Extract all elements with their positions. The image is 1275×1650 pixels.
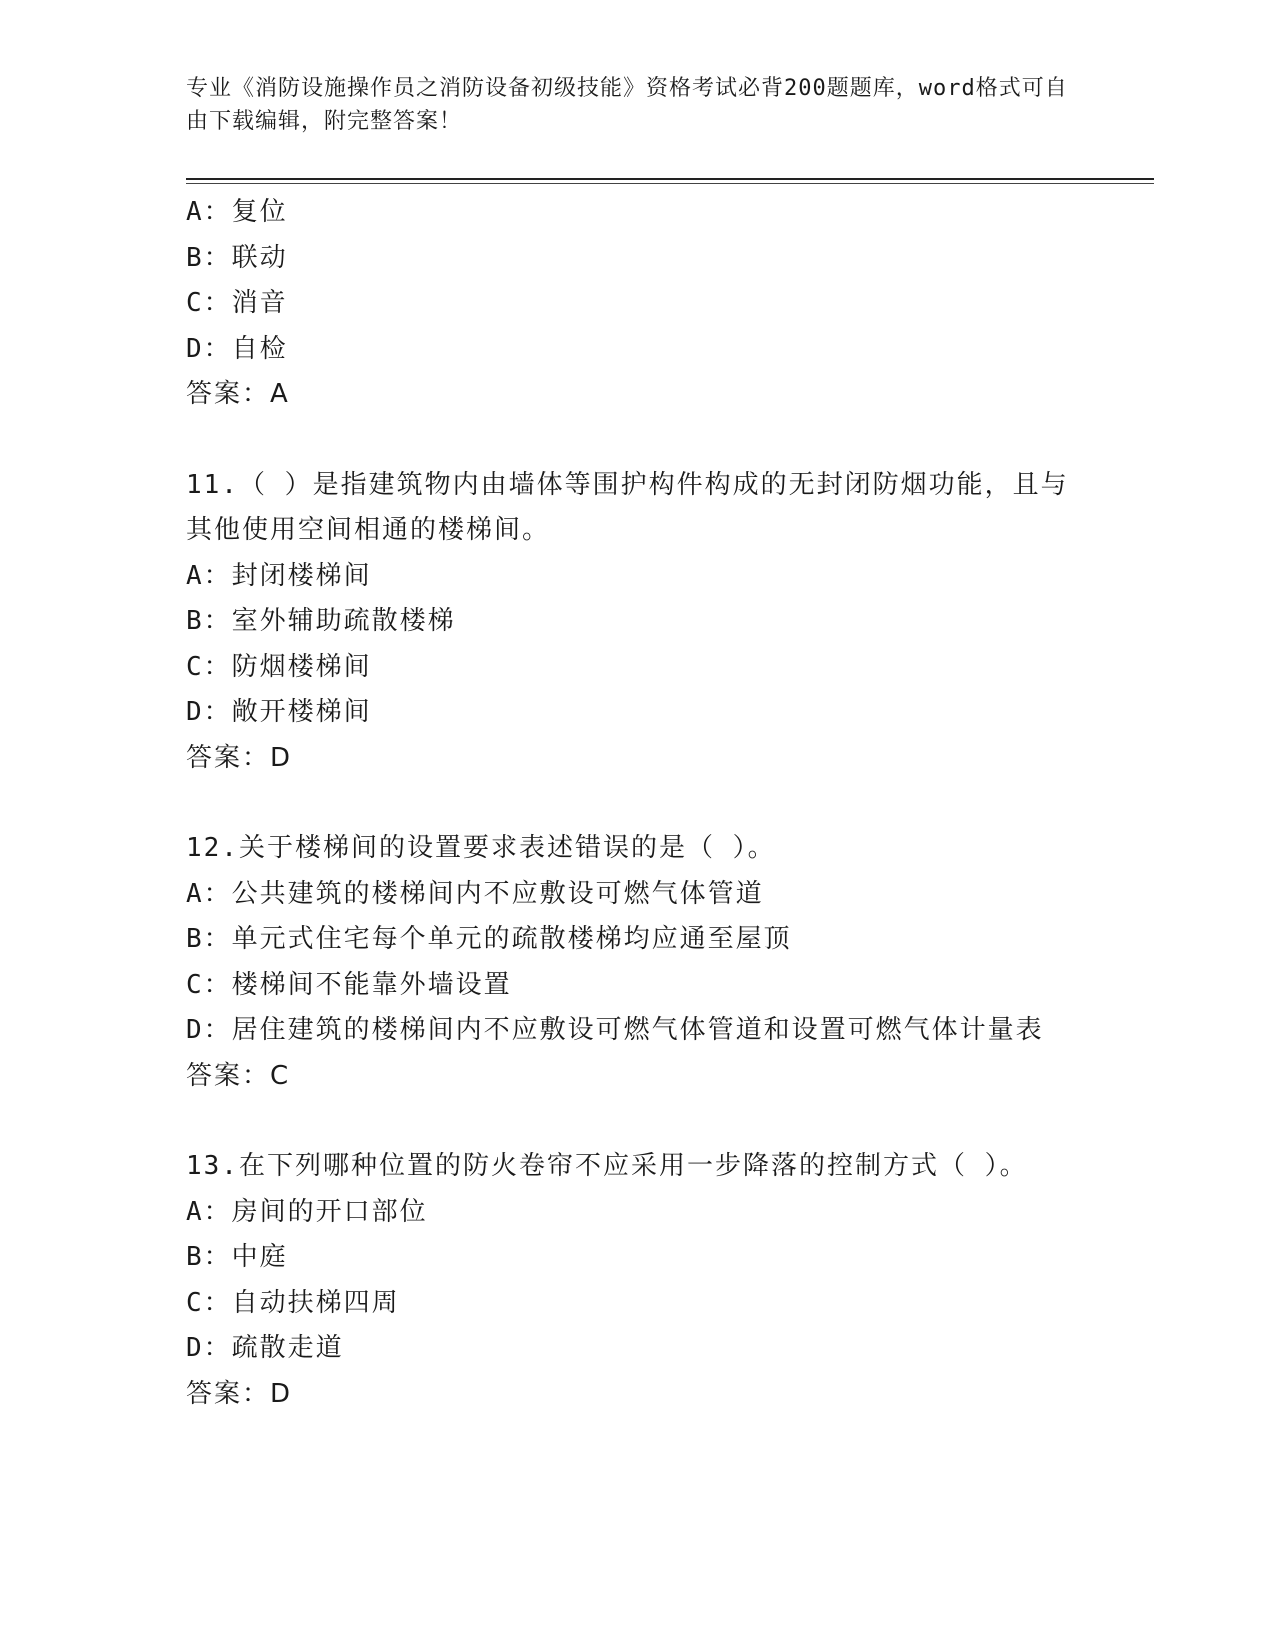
option-c: C：自动扶梯四周 [186,1287,400,1318]
spacer [186,418,1086,463]
option-b: B：联动 [186,242,288,273]
option-c: C：消音 [186,288,288,318]
answer: 答案：D [186,742,293,773]
question-12 [186,826,1086,1099]
question-stem: 11.（ ）是指建筑物内由墙体等围护构件构成的无封闭防烟功能，且与其他使用空间相通的楼梯间。 [186,469,1069,545]
option-d: D：疏散走道 [186,1333,344,1363]
question-10 [186,190,1086,418]
spacer [186,1099,1086,1144]
document-header: 专业《消防设施操作员之消防设备初级技能》资格考试必背200题题库，word格式可自由下载编辑，附完整答案！ [186,76,1068,134]
option-a: A：公共建筑的楼梯间内不应敷设可燃气体管道 [186,878,764,909]
option-d: D：敞开楼梯间 [186,697,372,727]
option-a: A：封闭楼梯间 [186,560,372,591]
option-a: A：复位 [186,197,288,227]
question-11 [186,463,1086,782]
option-d: D：自检 [186,333,288,364]
option-b: B：单元式住宅每个单元的疏散楼梯均应通至屋顶 [186,924,792,954]
answer: 答案：C [186,1060,291,1091]
question-stem: 13.在下列哪种位置的防火卷帘不应采用一步降落的控制方式（ ）。 [186,1151,1028,1181]
option-c: C：防烟楼梯间 [186,651,372,682]
option-d: D：居住建筑的楼梯间内不应敷设可燃气体管道和设置可燃气体计量表 [186,1015,1044,1045]
header-divider [186,178,1154,180]
question-13 [186,1144,1086,1417]
option-c: C：楼梯间不能靠外墙设置 [186,969,512,1000]
question-list [186,190,1086,1417]
option-a: A：房间的开口部位 [186,1196,428,1227]
header-divider-thin [186,183,1154,184]
option-b: B：中庭 [186,1242,288,1272]
spacer [186,781,1086,826]
option-b: B：室外辅助疏散楼梯 [186,606,456,636]
question-stem: 12.关于楼梯间的设置要求表述错误的是（ ）。 [186,833,776,863]
answer: 答案：A [186,379,290,409]
answer: 答案：D [186,1378,293,1409]
